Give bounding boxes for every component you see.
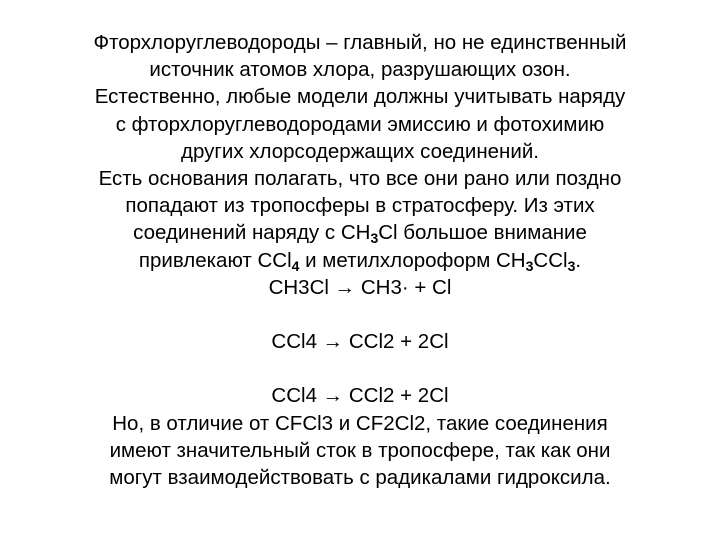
text-line: источник атомов хлора, разрушающих озон. <box>149 58 571 82</box>
text-line-formula <box>20 247 700 274</box>
text-line: с фторхлоруглеводородами эмиссию и фотохимию <box>115 112 605 136</box>
text-line: Естественно, любые модели должны учитывать наряду <box>94 85 626 109</box>
text-line: имеют значительный сток в тропосфере, так как они <box>109 438 611 462</box>
text-line: Есть основания полагать, что все они рано или поздно <box>98 166 622 190</box>
reaction-equation: CH3Cl → CH3· + Cl <box>268 275 452 299</box>
subscript: 3 <box>370 230 379 247</box>
text-segment: CCl <box>533 248 568 272</box>
reaction-equation: CCl4 → CCl2 + 2Cl <box>271 384 449 408</box>
text-segment: привлекают CCl <box>138 248 292 272</box>
text-line: попадают из тропосферы в стратосферу. Из этих <box>125 194 595 218</box>
subscript: 3 <box>567 257 576 274</box>
slide-text <box>20 29 700 491</box>
subscript: 4 <box>291 257 300 274</box>
blank-line <box>20 301 700 328</box>
reaction-equation: CCl4 → CCl2 + 2Cl <box>271 330 449 354</box>
blank-line <box>20 355 700 382</box>
text-segment: . <box>575 248 582 272</box>
text-line: Но, в отличие от CFCl3 и CF2Cl2, такие соединения <box>112 411 608 435</box>
text-line: Фторхлоруглеводороды – главный, но не единственный <box>93 31 627 54</box>
text-segment: и метилхлороформ CH <box>299 248 526 272</box>
text-line: могут взаимодействовать с радикалами гидроксила. <box>109 466 611 489</box>
text-line: других хлорсодержащих соединений. <box>181 139 539 163</box>
text-segment: Cl большое внимание <box>378 221 587 245</box>
text-segment: соединений наряду с CH <box>133 221 371 245</box>
text-line-formula <box>20 219 700 246</box>
subscript: 3 <box>525 257 534 274</box>
